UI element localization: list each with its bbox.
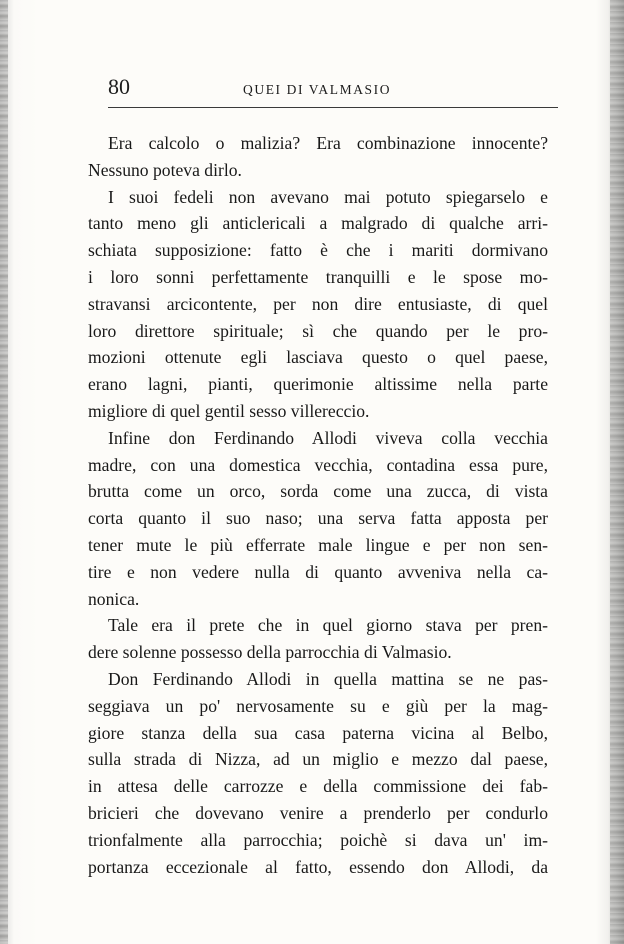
page-right-edge xyxy=(610,0,624,944)
page-header xyxy=(108,74,558,102)
text-line: migliore di quel gentil sesso villereccio. xyxy=(88,400,370,421)
text-line: madre, con una domestica vecchia, contadina essa pure, xyxy=(88,454,548,475)
text-line: mozioni ottenute egli lasciava questo o quel paese, xyxy=(88,347,548,368)
text-line: dere solenne possesso della parrocchia di Valmasio. xyxy=(88,642,452,663)
body-text xyxy=(88,130,548,880)
text-line: Era calcolo o malizia? Era combinazione innocente? xyxy=(108,133,548,153)
text-line: tener mute le più efferrate male lingue e per non sen- xyxy=(88,534,548,555)
text-line: portanza eccezionale al fatto, essendo don Allodi, da xyxy=(88,856,548,877)
text-line: schiata supposizione: fatto è che i mariti dormivano xyxy=(88,240,548,261)
text-line: loro direttore spirituale; sì che quando per le pro- xyxy=(88,320,548,341)
text-line: Infine don Ferdinando Allodi viveva colla vecchia xyxy=(108,427,548,448)
text-line: Tale era il prete che in quel giorno stava per pren- xyxy=(108,615,548,636)
text-line: giore stanza della sua casa paterna vicina al Belbo, xyxy=(88,722,548,743)
text-line: brutta come un orco, sorda come una zucca, di vista xyxy=(88,481,548,502)
text-line: stravansi arcicontente, per non dire entusiaste, di quel xyxy=(88,293,548,314)
page-gutter-shadow xyxy=(0,0,8,944)
text-line: bricieri che dovevano venire a prenderlo per condurlo xyxy=(88,802,548,823)
text-line: nonica. xyxy=(88,588,140,609)
text-line: in attesa delle carrozze e della commissione dei fab- xyxy=(88,776,548,797)
text-line: trionfalmente alla parrocchia; poichè si dava un' im- xyxy=(88,829,548,850)
running-title: QUEI DI VALMASIO xyxy=(243,82,392,97)
text-line: erano lagni, pianti, querimonie altissime nella parte xyxy=(88,374,548,395)
text-line: seggiava un po' nervosamente su e giù per la mag- xyxy=(88,695,548,716)
text-line: Nessuno poteva dirlo. xyxy=(88,159,242,180)
text-line: sulla strada di Nizza, ad un miglio e mezzo dal paese, xyxy=(88,749,548,770)
text-line: corta quanto il suo naso; una serva fatta apposta per xyxy=(88,508,548,529)
text-line: Don Ferdinando Allodi in quella mattina se ne pas- xyxy=(108,668,548,689)
text-line: tire e non vedere nulla di quanto avveniva nella ca- xyxy=(88,561,548,582)
text-line: I suoi fedeli non avevano mai potuto spiegarselo e xyxy=(108,186,548,207)
text-line: i loro sonni perfettamente tranquilli e le spose mo- xyxy=(88,266,548,287)
page-number: 80 xyxy=(108,74,130,99)
text-line: tanto meno gli anticlericali a malgrado di qualche arri- xyxy=(88,213,548,234)
header-rule xyxy=(108,107,558,108)
